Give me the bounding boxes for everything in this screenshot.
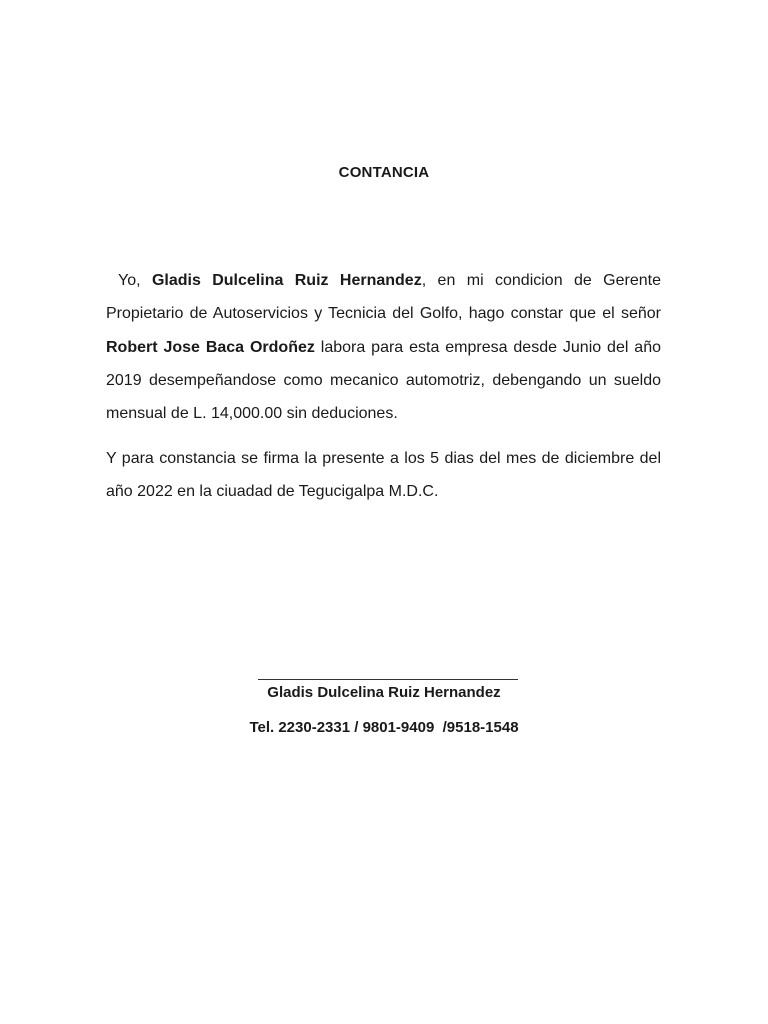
signature-phone: Tel. 2230-2331 / 9801-9409 /9518-1548 xyxy=(249,719,519,736)
issuer-name: Gladis Dulcelina Ruiz Hernandez xyxy=(151,272,422,289)
paragraph-text-a: , en mi condicion de Gerente Propietario de Autoservicios y Tecnicia del Golfo, hago constar que el señor xyxy=(106,272,661,323)
certification-paragraph xyxy=(106,264,661,430)
document-title: CONTANCIA xyxy=(338,164,430,181)
signature-name: Gladis Dulcelina Ruiz Hernandez xyxy=(267,684,501,701)
signature-line xyxy=(258,679,518,680)
paragraph-text-b: labora para esta empresa desde Junio del año 2019 desempeñandose como mecanico automotriz, debengando un sueldo mensual de L. 14,000.00 sin deduciones. xyxy=(106,338,662,423)
employee-name: Robert Jose Baca Ordoñez xyxy=(106,338,315,356)
closing-paragraph: Y para constancia se firma la presente a los 5 dias del mes de diciembre del año 2022 en la ciuadad de Tegucigalpa M.D.C. xyxy=(106,450,661,501)
paragraph-intro: Yo, xyxy=(118,272,152,289)
